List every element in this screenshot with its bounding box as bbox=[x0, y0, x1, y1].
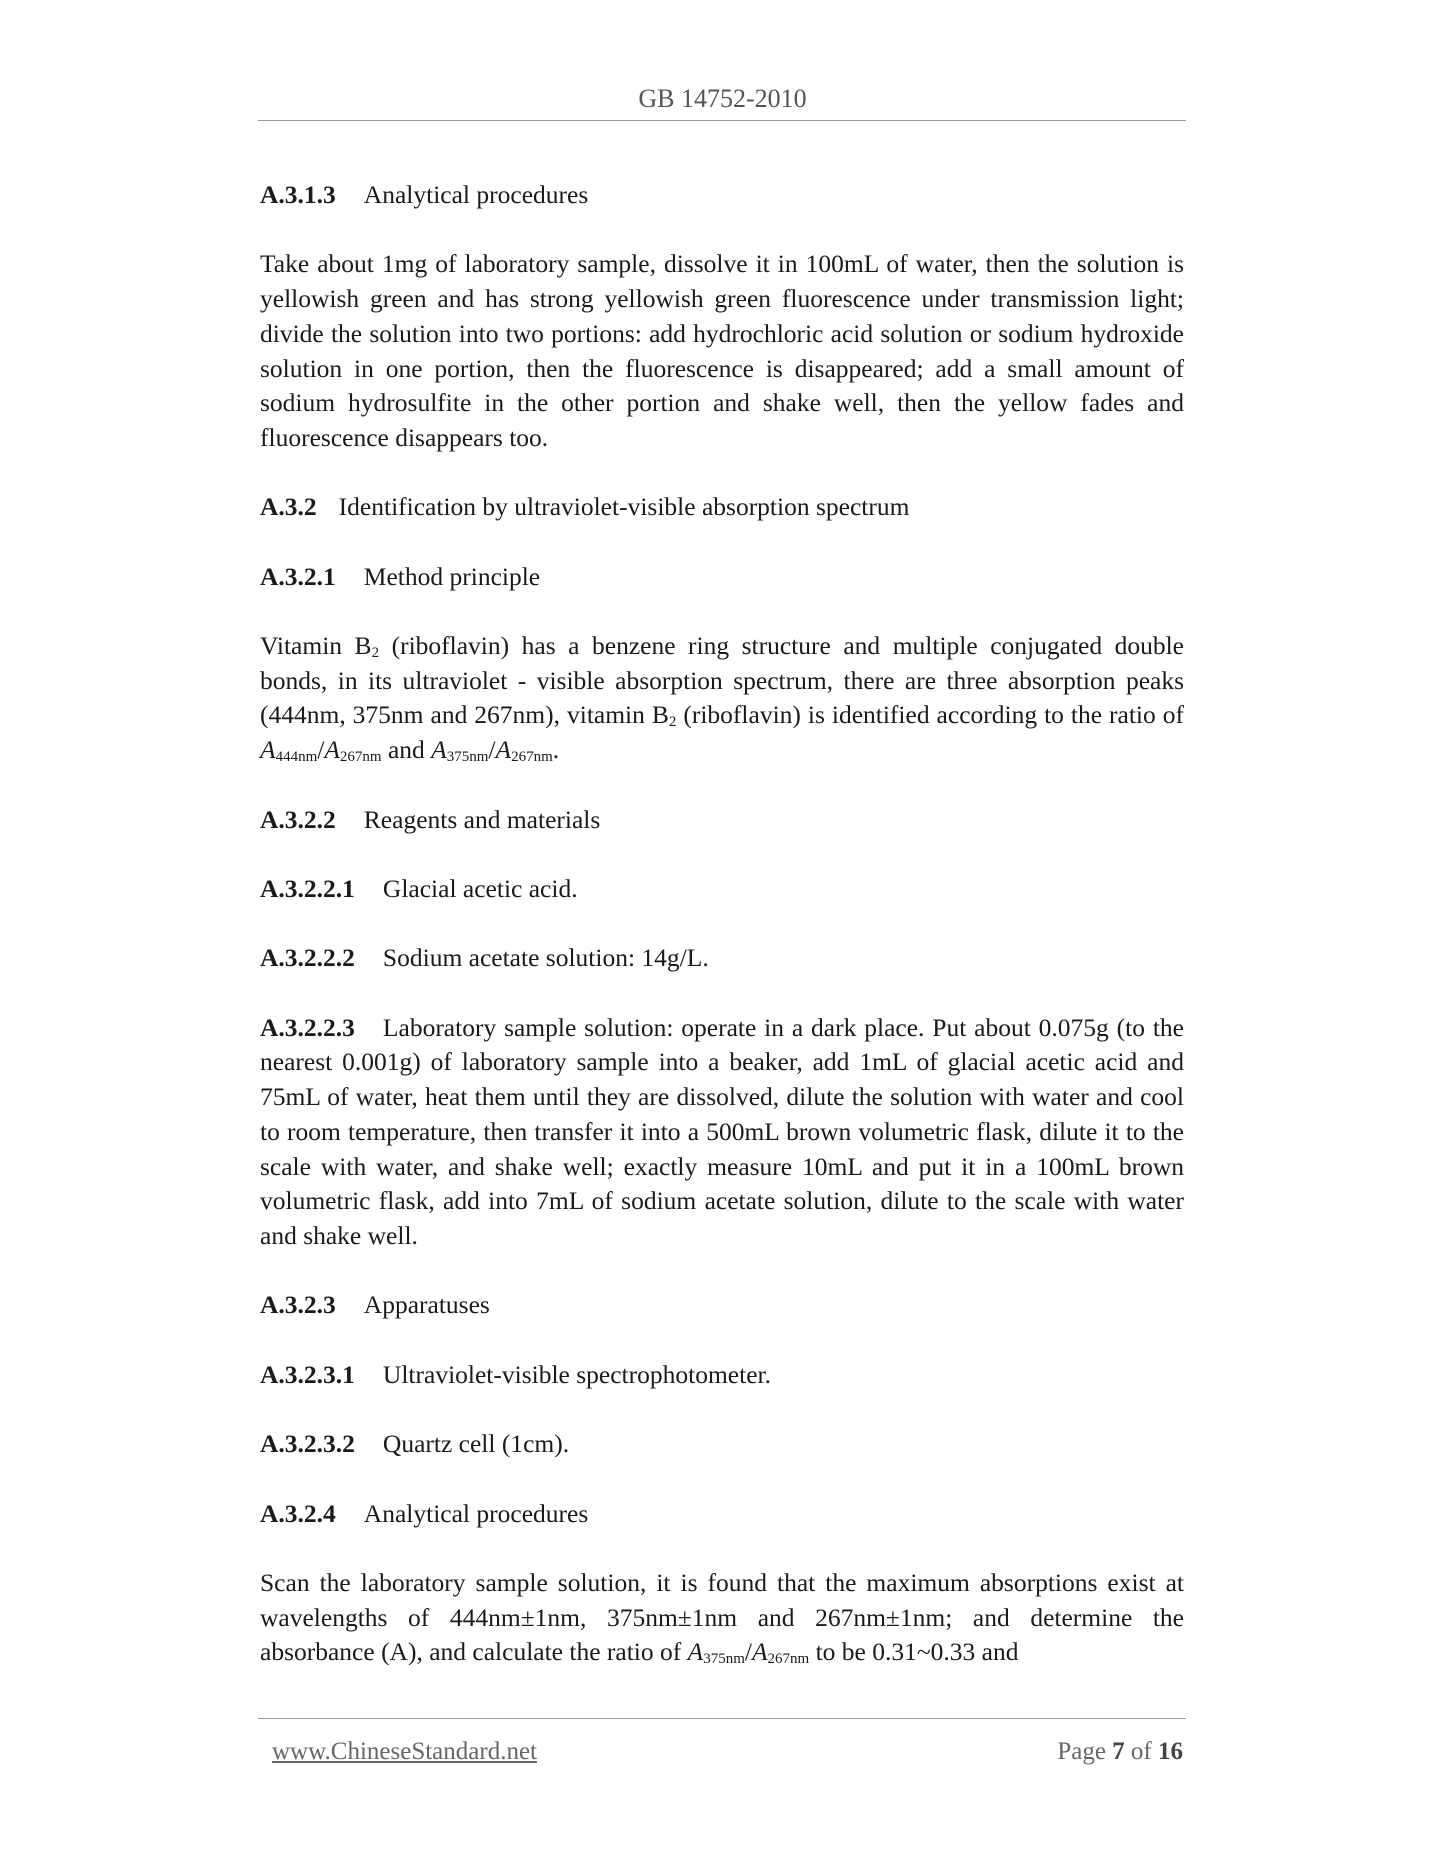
subscript: 2 bbox=[371, 645, 380, 662]
section-title: Quartz cell (1cm). bbox=[382, 1429, 570, 1459]
text-run: / bbox=[317, 735, 325, 765]
absorbance-symbol: A bbox=[431, 735, 447, 765]
section-number: A.3.2.2.3 bbox=[260, 1012, 355, 1042]
section-title: Analytical procedures bbox=[363, 1498, 589, 1528]
absorbance-symbol: A bbox=[687, 1637, 704, 1667]
section-heading-a3-2 bbox=[260, 490, 1184, 525]
absorbance-symbol: A bbox=[751, 1637, 768, 1667]
section-heading-a3-2-3 bbox=[260, 1288, 1184, 1323]
section-number: A.3.2.2 bbox=[260, 804, 336, 834]
paragraph-a3-2-1 bbox=[260, 629, 1184, 768]
section-number: A.3.2.4 bbox=[260, 1498, 336, 1528]
subscript: 267nm bbox=[511, 749, 553, 766]
subscript: 267nm bbox=[767, 1651, 810, 1668]
section-heading-a3-1-3 bbox=[260, 178, 1184, 213]
document-header: GB 14752-2010 bbox=[638, 84, 807, 113]
text-run: to be 0.31~0.33 and bbox=[809, 1637, 1019, 1667]
text-run: / bbox=[488, 735, 496, 765]
page-current: 7 bbox=[1112, 1738, 1125, 1765]
section-heading-a3-2-2 bbox=[260, 803, 1184, 838]
section-number: A.3.2.2.1 bbox=[260, 873, 355, 903]
section-number: A.3.2.1 bbox=[260, 561, 336, 591]
text-run: . bbox=[552, 735, 560, 765]
text-run: and bbox=[381, 735, 432, 765]
paragraph-a3-1-3: Take about 1mg of laboratory sample, dissolve it in 100mL of water, then the solution is yellowish green and has strong yellowish green fluorescence under transmission light; divide the solution into two portions: add hydrochloric acid solution or sodium hydroxide solution in one portion, then the fluorescence is disappeared; add a small amount of sodium hydrosulfite in the other portion and shake well, then the yellow fades and fluorescence disappears too. bbox=[260, 249, 1184, 452]
paragraph-a3-2-2-3 bbox=[260, 1011, 1184, 1254]
text-run: (riboflavin) is identified according to the ratio of bbox=[676, 700, 1184, 730]
section-number: A.3.2.3.2 bbox=[260, 1429, 355, 1459]
section-heading-a3-2-4 bbox=[260, 1497, 1184, 1532]
section-number: A.3.2.2.2 bbox=[260, 943, 355, 973]
text-run: / bbox=[744, 1637, 752, 1667]
section-number: A.3.1.3 bbox=[260, 180, 336, 209]
section-title: Glacial acetic acid. bbox=[382, 873, 578, 903]
website-link[interactable]: www.ChineseStandard.net bbox=[272, 1738, 537, 1765]
header-divider bbox=[258, 120, 1186, 121]
paragraph-a3-2-4 bbox=[260, 1566, 1184, 1670]
subscript: 375nm bbox=[446, 749, 489, 766]
section-heading-a3-2-3-2 bbox=[260, 1427, 1184, 1462]
page-of: of bbox=[1130, 1738, 1152, 1765]
section-number: A.3.2 bbox=[260, 492, 317, 522]
subscript: 375nm bbox=[703, 1651, 745, 1668]
section-number: A.3.2.3 bbox=[260, 1290, 336, 1320]
absorbance-symbol: A bbox=[324, 735, 340, 765]
absorbance-symbol: A bbox=[495, 735, 512, 765]
section-title: Sodium acetate solution: 14g/L. bbox=[382, 943, 709, 973]
document-body bbox=[260, 178, 1184, 1705]
section-title: Method principle bbox=[363, 561, 541, 591]
section-title: Analytical procedures bbox=[363, 180, 589, 209]
page-number bbox=[1057, 1738, 1183, 1766]
section-heading-a3-2-2-1 bbox=[260, 872, 1184, 907]
section-number: A.3.2.3.1 bbox=[260, 1359, 355, 1389]
page-total: 16 bbox=[1158, 1738, 1183, 1765]
section-title: Apparatuses bbox=[363, 1290, 490, 1320]
section-heading-a3-2-1 bbox=[260, 560, 1184, 595]
text-run: (riboflavin) has a benzene ring structure and multiple conjugated double bonds, in its ultraviolet - visible absorption spectrum, there are three absorption peaks (444nm, 375nm and 267nm), vitamin B bbox=[260, 631, 1184, 730]
section-heading-a3-2-3-1 bbox=[260, 1358, 1184, 1393]
section-title: Reagents and materials bbox=[363, 804, 601, 834]
section-text: Laboratory sample solution: operate in a dark place. Put about 0.075g (to the nearest 0.001g) of laboratory sample into a beaker, add 1mL of glacial acetic acid and 75mL of water, heat them until they are dissolved, dilute the solution with water and cool to room temperature, then transfer it into a 500mL brown volumetric flask, dilute it to the scale with water, and shake well; exactly measure 10mL and put it in a 100mL brown volumetric flask, add into 7mL of sodium acetate solution, dilute to the scale with water and shake well. bbox=[260, 1012, 1184, 1250]
subscript: 444nm bbox=[275, 749, 318, 766]
page-label: Page bbox=[1057, 1738, 1106, 1765]
subscript: 2 bbox=[668, 714, 677, 731]
section-heading-a3-2-2-2 bbox=[260, 941, 1184, 976]
footer-divider bbox=[258, 1718, 1186, 1719]
section-title: Ultraviolet-visible spectrophotometer. bbox=[382, 1359, 771, 1389]
section-title: Identification by ultraviolet-visible absorption spectrum bbox=[338, 492, 910, 522]
text-run: Vitamin B bbox=[260, 631, 372, 661]
absorbance-symbol: A bbox=[260, 735, 276, 765]
text-run: Scan the laboratory sample solution, it is found that the maximum absorptions exist at wavelengths of 444nm±1nm, 375nm±1nm and 267nm±1nm; and determine the absorbance (A), and calculate the ratio of bbox=[260, 1567, 1184, 1667]
subscript: 267nm bbox=[339, 749, 382, 766]
